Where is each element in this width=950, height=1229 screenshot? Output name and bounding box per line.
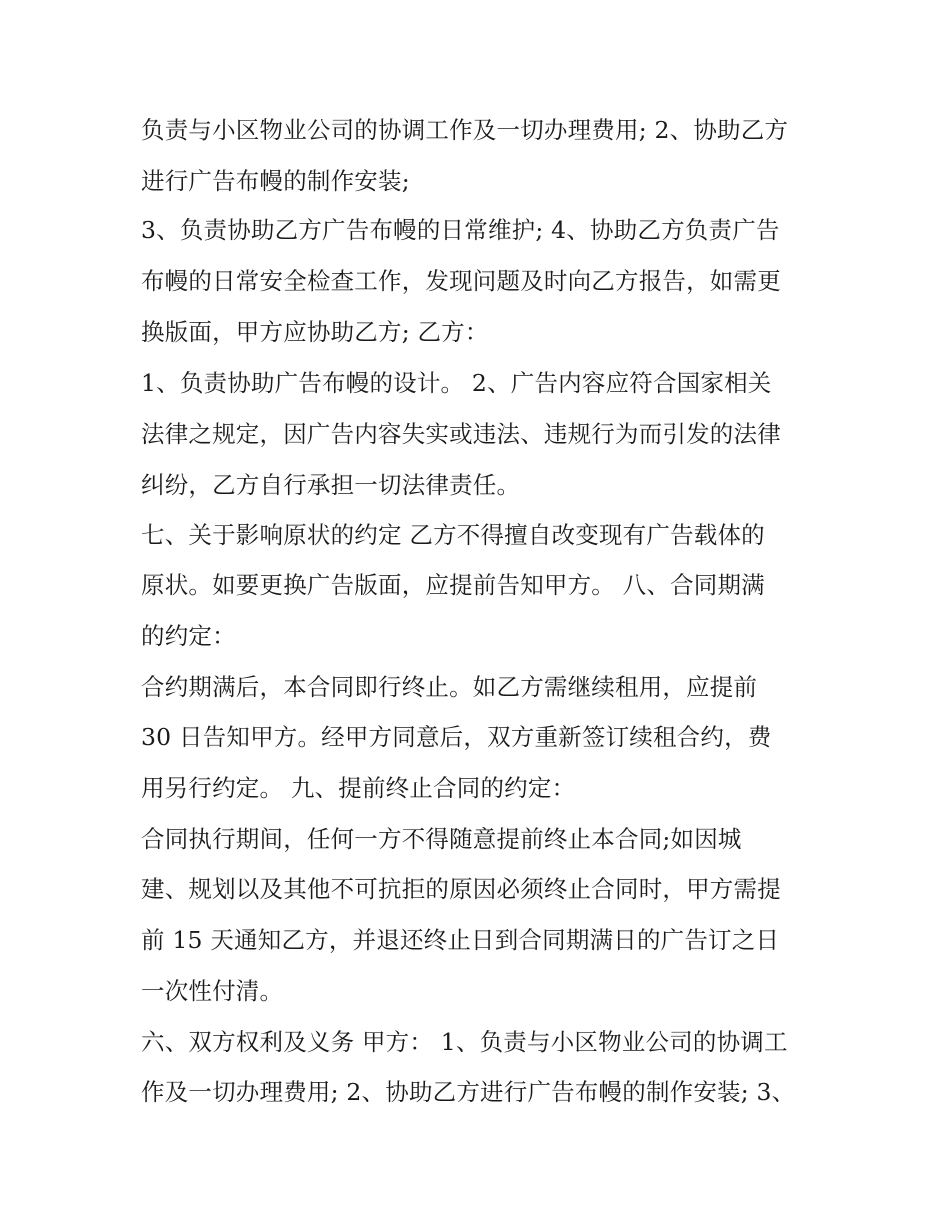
- text-line: 3、负责协助乙方广告布幔的日常维护; 4、协助乙方负责广告: [141, 216, 780, 244]
- text-line: 前 15 天通知乙方，并退还终止日到合同期满日的广告订之日: [141, 926, 780, 954]
- text-line: 合约期满后，本合同即行终止。如乙方需继续租用，应提前: [141, 673, 758, 701]
- text-line: 30 日告知甲方。经甲方同意后，双方重新签订续租合约，费: [141, 723, 772, 751]
- text-line: 负责与小区物业公司的协调工作及一切办理费用; 2、协助乙方: [141, 116, 789, 144]
- text-line: 一次性付清。: [141, 977, 284, 1005]
- text-line: 原状。如要更换广告版面，应提前告知甲方。 八、合同期满: [141, 571, 765, 599]
- text-line: 法律之规定，因广告内容失实或违法、违规行为而引发的法律: [141, 420, 781, 448]
- text-line: 纠纷，乙方自行承担一切法律责任。: [141, 471, 521, 499]
- text-line: 六、双方权利及义务 甲方： 1、负责与小区物业公司的协调工: [141, 1028, 788, 1056]
- text-line: 建、规划以及其他不可抗拒的原因必须终止合同时，甲方需提: [141, 875, 781, 903]
- text-line: 布幔的日常安全检查工作，发现问题及时向乙方报告，如需更: [141, 267, 781, 295]
- text-line: 进行广告布幔的制作安装;: [141, 167, 410, 195]
- text-line: 换版面，甲方应协助乙方; 乙方：: [141, 318, 489, 346]
- text-line: 合同执行期间，任何一方不得随意提前终止本合同;如因城: [141, 825, 742, 853]
- text-line: 的约定：: [141, 622, 236, 650]
- text-line: 七、关于影响原状的约定 乙方不得擅自改变现有广告载体的: [141, 521, 765, 549]
- text-line: 用另行约定。 九、提前终止合同的约定：: [141, 774, 576, 802]
- text-line: 作及一切办理费用; 2、协助乙方进行广告布幔的制作安装; 3、: [141, 1078, 796, 1106]
- text-line: 1、负责协助广告布幔的设计。 2、广告内容应符合国家相关: [141, 369, 772, 397]
